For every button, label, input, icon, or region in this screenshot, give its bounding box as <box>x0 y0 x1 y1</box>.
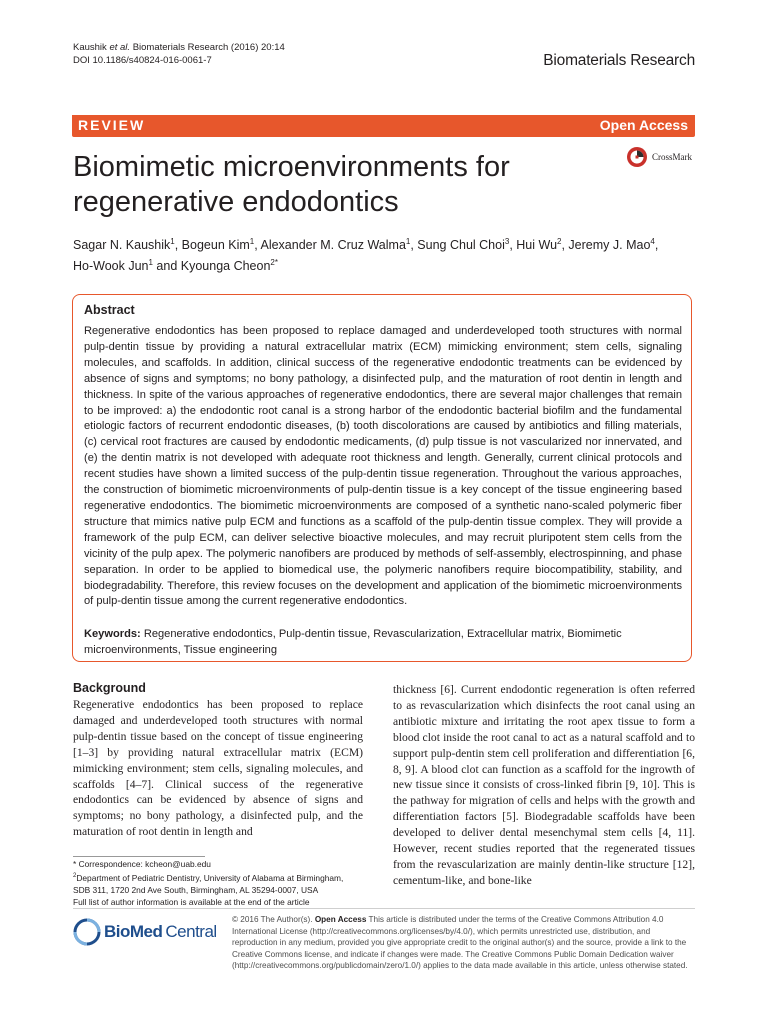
author-affiliation-sup: 3 <box>504 237 510 246</box>
author-affiliation-sup: 1 <box>170 237 175 246</box>
license-text <box>232 914 696 972</box>
keywords-text: Regenerative endodontics, Pulp-dentin tissue, Revascularization, Extracellular matrix, Biomimetic microenvironments, Tissue engineering <box>84 628 622 656</box>
author-affiliation-sup: 2* <box>270 258 278 268</box>
citation-etal: et al. <box>109 42 131 53</box>
author-affiliation-sup: 1 <box>148 258 153 268</box>
affiliation-line1: Department of Pediatric Dentistry, University of Alabama at Birmingham, <box>76 873 344 883</box>
body-text-left: Regenerative endodontics has been proposed to replace damaged and underdeveloped tooth structures with normal pulp-dentin tissue based on the concept of tissue engineering [1–3] by providing natural extracellular matrix (ECM) mimicking environment; stem cells, signaling molecules, and scaffolds [4–7]. Clinical success of the regenerative endodontics can be evidenced by absence of signs and symptoms; no bony pathology, a disinfected pulp, and the maturation of root dentin in length and <box>73 698 363 839</box>
keywords <box>84 627 682 659</box>
keywords-label: Keywords: <box>84 628 141 640</box>
abstract-heading: Abstract <box>84 303 135 317</box>
affiliation-line2: SDB 311, 1720 2nd Ave South, Birmingham, AL 35294-0007, USA <box>73 885 319 896</box>
crossmark-badge[interactable] <box>626 146 692 168</box>
license-prefix: © 2016 The Author(s). <box>232 915 313 924</box>
author-name: , <box>654 238 659 253</box>
citation-line <box>73 41 285 54</box>
correspondence-email[interactable]: * Correspondence: kcheon@uab.edu <box>73 859 211 869</box>
author-name: Sagar N. Kaushik <box>73 238 171 253</box>
open-access-label: Open Access <box>599 117 688 133</box>
article-title: Biomimetic microenvironments for regenerative endodontics <box>73 151 510 218</box>
author-affiliation-sup: 1 <box>405 237 411 246</box>
crossmark-label: CrossMark <box>652 152 692 162</box>
body-column-right <box>393 682 695 889</box>
license-body: This article is distributed under the terms of the Creative Commons Attribution 4.0 International License (http://creativecommons.org/licenses/by/4.0/), which permits unrestricted use, distribution, and reproduction in any medium, provided you give appropriate credit to the original author(s) and the source, provide a link to the Creative Commons license, and indicate if changes were made. The Creative Commons Public Domain Dedication waiver (http://creativecommons.org/publicdomain/zero/1.0/) applies to the data made available in this article, unless otherwise stated. <box>232 915 688 971</box>
footnote-divider <box>73 856 205 857</box>
citation-header <box>73 41 285 67</box>
author-affiliation-sup: 4 <box>650 237 655 246</box>
body-text-right: thickness [6]. Current endodontic regeneration is often referred to as revascularization which disinfects the root canal using an antibiotic mixture and irritating the root apex tissue to form a blood clot inside the root canal to act as a natural scaffold and to support pulp-dentin stem cell proliferation and differentiation [6, 8, 9]. A blood clot can function as a scaffold for the ingrowth of new tissue since it consists of cross-linked fibrin [9, 10]. This is the pathway for migration of cells and helps with the growth and differentiation factors [5]. Biodegradable scaffolds have been developed to deliver dental mesenchymal stem cells [4, 11]. However, recent studies reported that the regenerated tissues from the revascularization are mainly dentin-like structure [12], cementum-like, and bone-like <box>393 683 695 887</box>
author-info-note: Full list of author information is available at the end of the article <box>73 897 310 908</box>
citation-author: Kaushik <box>73 42 107 53</box>
biomed-word: BioMed <box>104 922 163 941</box>
section-heading-background: Background <box>73 681 146 695</box>
author-name: , Sung Chul Choi <box>410 238 505 253</box>
citation-rest: Biomaterials Research (2016) 20:14 <box>132 42 285 53</box>
author-affiliation-sup: 2 <box>557 237 562 246</box>
footnotes <box>73 858 373 909</box>
article-type-banner <box>72 115 695 137</box>
author-list <box>73 233 673 275</box>
biomed-central-logo <box>73 918 217 946</box>
bottom-divider <box>73 908 695 909</box>
author-affiliation-sup: 1 <box>249 237 255 246</box>
author-name: Ho-Wook Jun <box>73 259 149 274</box>
author-name: , Jeremy J. Mao <box>561 238 651 253</box>
license-oa-label: Open Access <box>314 915 367 924</box>
journal-name: Biomaterials Research <box>543 52 695 69</box>
author-name: , Bogeun Kim <box>174 238 250 253</box>
central-word: Central <box>165 922 217 941</box>
crossmark-icon <box>626 146 648 168</box>
affiliation <box>73 870 373 896</box>
author-name: , Hui Wu <box>509 238 558 253</box>
article-type-label: REVIEW <box>78 117 146 133</box>
affiliation-sup: 2 <box>73 873 77 880</box>
author-name: and Kyounga Cheon <box>152 259 271 274</box>
abstract-text: Regenerative endodontics has been proposed to replace damaged and underdeveloped tooth structures with normal pulp-dentin tissue by providing a natural extracellular matrix (ECM) mimicking environment; stem cells, signaling molecules, and scaffolds. In addition, clinical success of the regenerative endodontic treatments can be evidenced by absence of signs and symptoms; no bony pathology, a disinfected pulp, and the maturation of root dentin in length and thickness. In spite of the various approaches of regenerative endodontics, there are several major challenges that remain to be improved: a) the endodontic root canal is a strong harbor of the endodontic bacterial biofilm and the fundamental etiologic factors of recurrent endodontic diseases, (b) tooth discolorations are caused by antibiotics and filling materials, (c) cervical root fractures are caused by endodontic medicaments, (d) pulp tissue is not vascularized nor innervated, and (e) the dentin matrix is not developed with adequate root thickness and length. Generally, current clinical protocols and recent studies have shown a limited success of the pulp-dentin tissue regeneration. Throughout the various approaches, the construction of biomimetic microenvironments of pulp-dentin tissue is a key concept of the tissue engineering based regenerative endodontics. The biomimetic microenvironments are composed of a synthetic nano-scaled polymeric fiber structure that mimics native pulp ECM and functions as a scaffold of the pulp-dentin tissue complex. They will provide a framework of the pulp ECM, can deliver selective bioactive molecules, and may recruit pluripotent stem cells from the vicinity of the pulp apex. The polymeric nanofibers are produced by methods of self-assembly, electrospinning, and phase separation. In order to be applied to biomedical use, the polymeric nanofibers require biocompatibility, stability, and biodegradability. Therefore, this review focuses on the development and application of the biomimetic microenvironments of pulp-dentin tissue among the current regenerative endodontics. <box>84 325 682 608</box>
author-line <box>73 254 673 275</box>
biomed-central-icon <box>73 918 101 946</box>
author-name: , Alexander M. Cruz Walma <box>254 238 406 253</box>
doi-link[interactable]: DOI 10.1186/s40824-016-0061-7 <box>73 55 212 66</box>
author-line <box>73 233 673 254</box>
abstract-box <box>72 294 692 662</box>
body-column-left <box>73 681 363 840</box>
